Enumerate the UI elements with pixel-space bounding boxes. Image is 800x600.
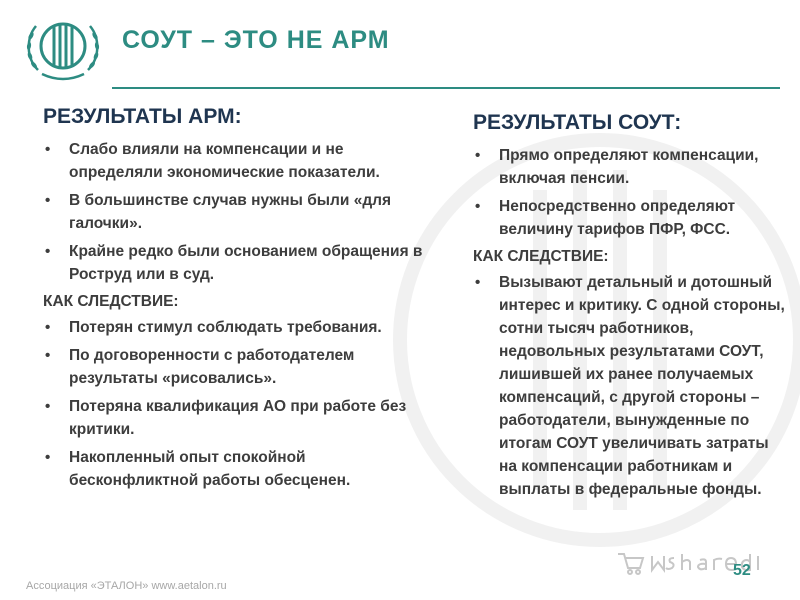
list-item-text: В большинстве случав нужны были «для галочки». <box>69 192 392 232</box>
right-consequence-heading: КАК СЛЕДСТВИЕ: <box>473 248 609 265</box>
list-item <box>43 189 423 235</box>
bullet-icon: • <box>45 243 51 260</box>
left-column <box>43 104 423 497</box>
list-item-text: Накопленный опыт спокойной бесконфликтной работы обесценен. <box>69 449 351 489</box>
footer-organization: Ассоциация «ЭТАЛОН» www.aetalon.ru <box>26 580 227 592</box>
list-item <box>43 446 423 492</box>
bullet-icon: • <box>45 347 51 364</box>
right-column <box>473 110 785 506</box>
bullet-icon: • <box>475 198 481 215</box>
list-item <box>43 344 423 390</box>
right-column-heading: РЕЗУЛЬТАТЫ СОУТ: <box>473 111 682 134</box>
laurel-wreath-emblem-icon <box>22 8 104 82</box>
list-item-text: Слабо влияли на компенсации и не определяли экономические показатели. <box>69 141 380 181</box>
slide-title: СОУТ – ЭТО НЕ АРМ <box>122 26 390 54</box>
list-item <box>473 144 785 190</box>
left-column-heading: РЕЗУЛЬТАТЫ АРМ: <box>43 105 242 128</box>
list-item-text: Непосредственно определяют величину тарифов ПФР, ФСС. <box>499 198 736 238</box>
bullet-icon: • <box>475 147 481 164</box>
list-item-text: Потерян стимул соблюдать требования. <box>69 319 382 336</box>
bullet-icon: • <box>45 192 51 209</box>
bullet-icon: • <box>45 141 51 158</box>
list-item <box>473 195 785 241</box>
list-item <box>43 395 423 441</box>
right-top-bullet-list <box>473 144 785 241</box>
bullet-icon: • <box>45 449 51 466</box>
list-item <box>43 138 423 184</box>
list-item-text: Потеряна квалификация АО при работе без критики. <box>69 398 407 438</box>
left-consequence-heading: КАК СЛЕДСТВИЕ: <box>43 293 179 310</box>
left-top-bullet-list <box>43 138 423 286</box>
left-bottom-bullet-list <box>43 316 423 492</box>
title-divider <box>112 87 780 89</box>
bullet-icon: • <box>475 274 481 291</box>
list-item-text: По договоренности с работодателем результаты «рисовались». <box>69 347 355 387</box>
bullet-icon: • <box>45 319 51 336</box>
list-item <box>473 271 785 501</box>
list-item <box>43 316 423 339</box>
list-item-text: Крайне редко были основанием обращения в Роструд или в суд. <box>69 243 423 283</box>
list-item-text: Вызывают детальный и дотошный интерес и критику. С одной стороны, сотни тысяч работников, недовольных результатами СОУТ, лишившей их ранее получаемых компенсаций, с другой стороны – работодатели, вынужденные по итогам СОУТ увеличивать затраты на компенсации работникам и выплаты в федеральные фонды. <box>499 274 785 498</box>
bullet-icon: • <box>45 398 51 415</box>
right-bottom-bullet-list <box>473 271 785 501</box>
page-number: 52 <box>733 562 751 579</box>
list-item-text: Прямо определяют компенсации, включая пенсии. <box>499 147 759 187</box>
list-item <box>43 240 423 286</box>
